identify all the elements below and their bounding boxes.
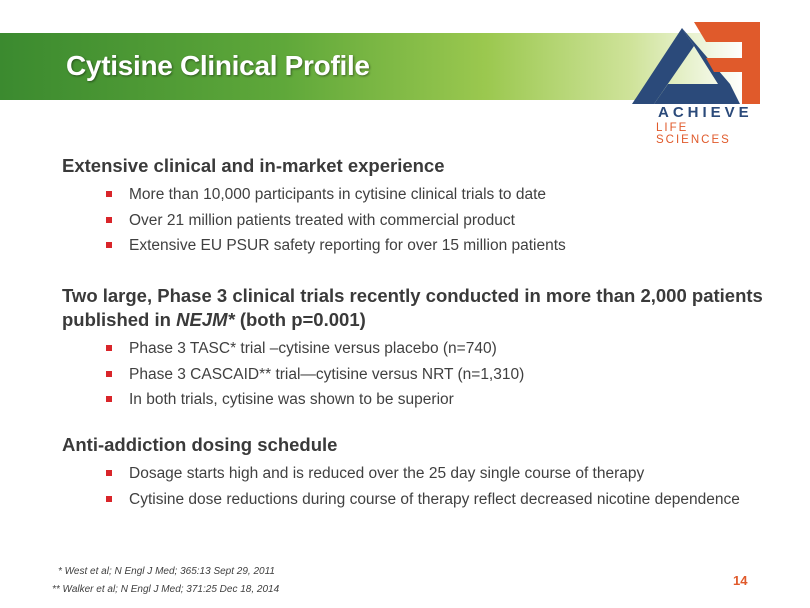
heading-text: Two large, Phase 3 clinical trials recently conducted in more than 2,000 patients published in xyxy=(62,285,763,330)
bullet-list xyxy=(62,461,782,512)
bullet-square-icon xyxy=(106,242,112,248)
list-item xyxy=(106,336,782,362)
footnote-west: * West et al; N Engl J Med; 365:13 Sept 29, 2011 xyxy=(58,566,275,577)
heading-journal: NEJM* xyxy=(176,309,235,330)
bullet-text: Phase 3 TASC* trial –cytisine versus placebo (n=740) xyxy=(129,340,497,357)
footnote-walker: ** Walker et al; N Engl J Med; 371:25 Dec 18, 2014 xyxy=(52,584,280,595)
bullet-square-icon xyxy=(106,396,112,402)
logo-subtitle: LIFE SCIENCES xyxy=(656,122,731,146)
logo-base-stroke xyxy=(654,84,740,104)
list-item xyxy=(106,362,782,388)
bullet-square-icon xyxy=(106,217,112,223)
bullet-text: In both trials, cytisine was shown to be superior xyxy=(129,391,454,408)
section-heading: Extensive clinical and in-market experience xyxy=(62,155,445,176)
bullet-text: Extensive EU PSUR safety reporting for over 15 million patients xyxy=(129,237,566,254)
bullet-text: Dosage starts high and is reduced over the 25 day single course of therapy xyxy=(129,465,645,482)
heading-pvalue: (both p=0.001) xyxy=(234,309,366,330)
bullet-text: Phase 3 CASCAID** trial—cytisine versus NRT (n=1,310) xyxy=(129,365,525,383)
bullet-list xyxy=(62,182,782,259)
list-item xyxy=(106,387,782,413)
bullet-square-icon xyxy=(106,191,112,197)
bullet-square-icon xyxy=(106,371,112,377)
bullet-square-icon xyxy=(106,345,112,351)
list-item xyxy=(106,182,782,208)
bullet-square-icon xyxy=(106,470,112,476)
slide-title: Cytisine Clinical Profile xyxy=(66,50,370,81)
bullet-text: Cytisine dose reductions during course of therapy reflect decreased nicotine dependence xyxy=(129,490,740,508)
section-heading xyxy=(62,284,782,332)
bullet-square-icon xyxy=(106,496,112,502)
page-number: 14 xyxy=(733,573,748,588)
section-experience xyxy=(62,154,782,259)
list-item xyxy=(106,208,782,234)
list-item xyxy=(106,487,782,513)
section-dosing xyxy=(62,433,782,512)
logo-wordmark: ACHIEVE xyxy=(658,104,753,121)
bullet-text: More than 10,000 participants in cytisine clinical trials to date xyxy=(129,186,546,203)
list-item xyxy=(106,233,782,259)
section-phase3-trials xyxy=(62,284,782,413)
bullet-list xyxy=(62,336,782,413)
list-item xyxy=(106,461,782,487)
bullet-text: Over 21 million patients treated with commercial product xyxy=(129,211,515,229)
section-heading: Anti-addiction dosing schedule xyxy=(62,434,338,455)
